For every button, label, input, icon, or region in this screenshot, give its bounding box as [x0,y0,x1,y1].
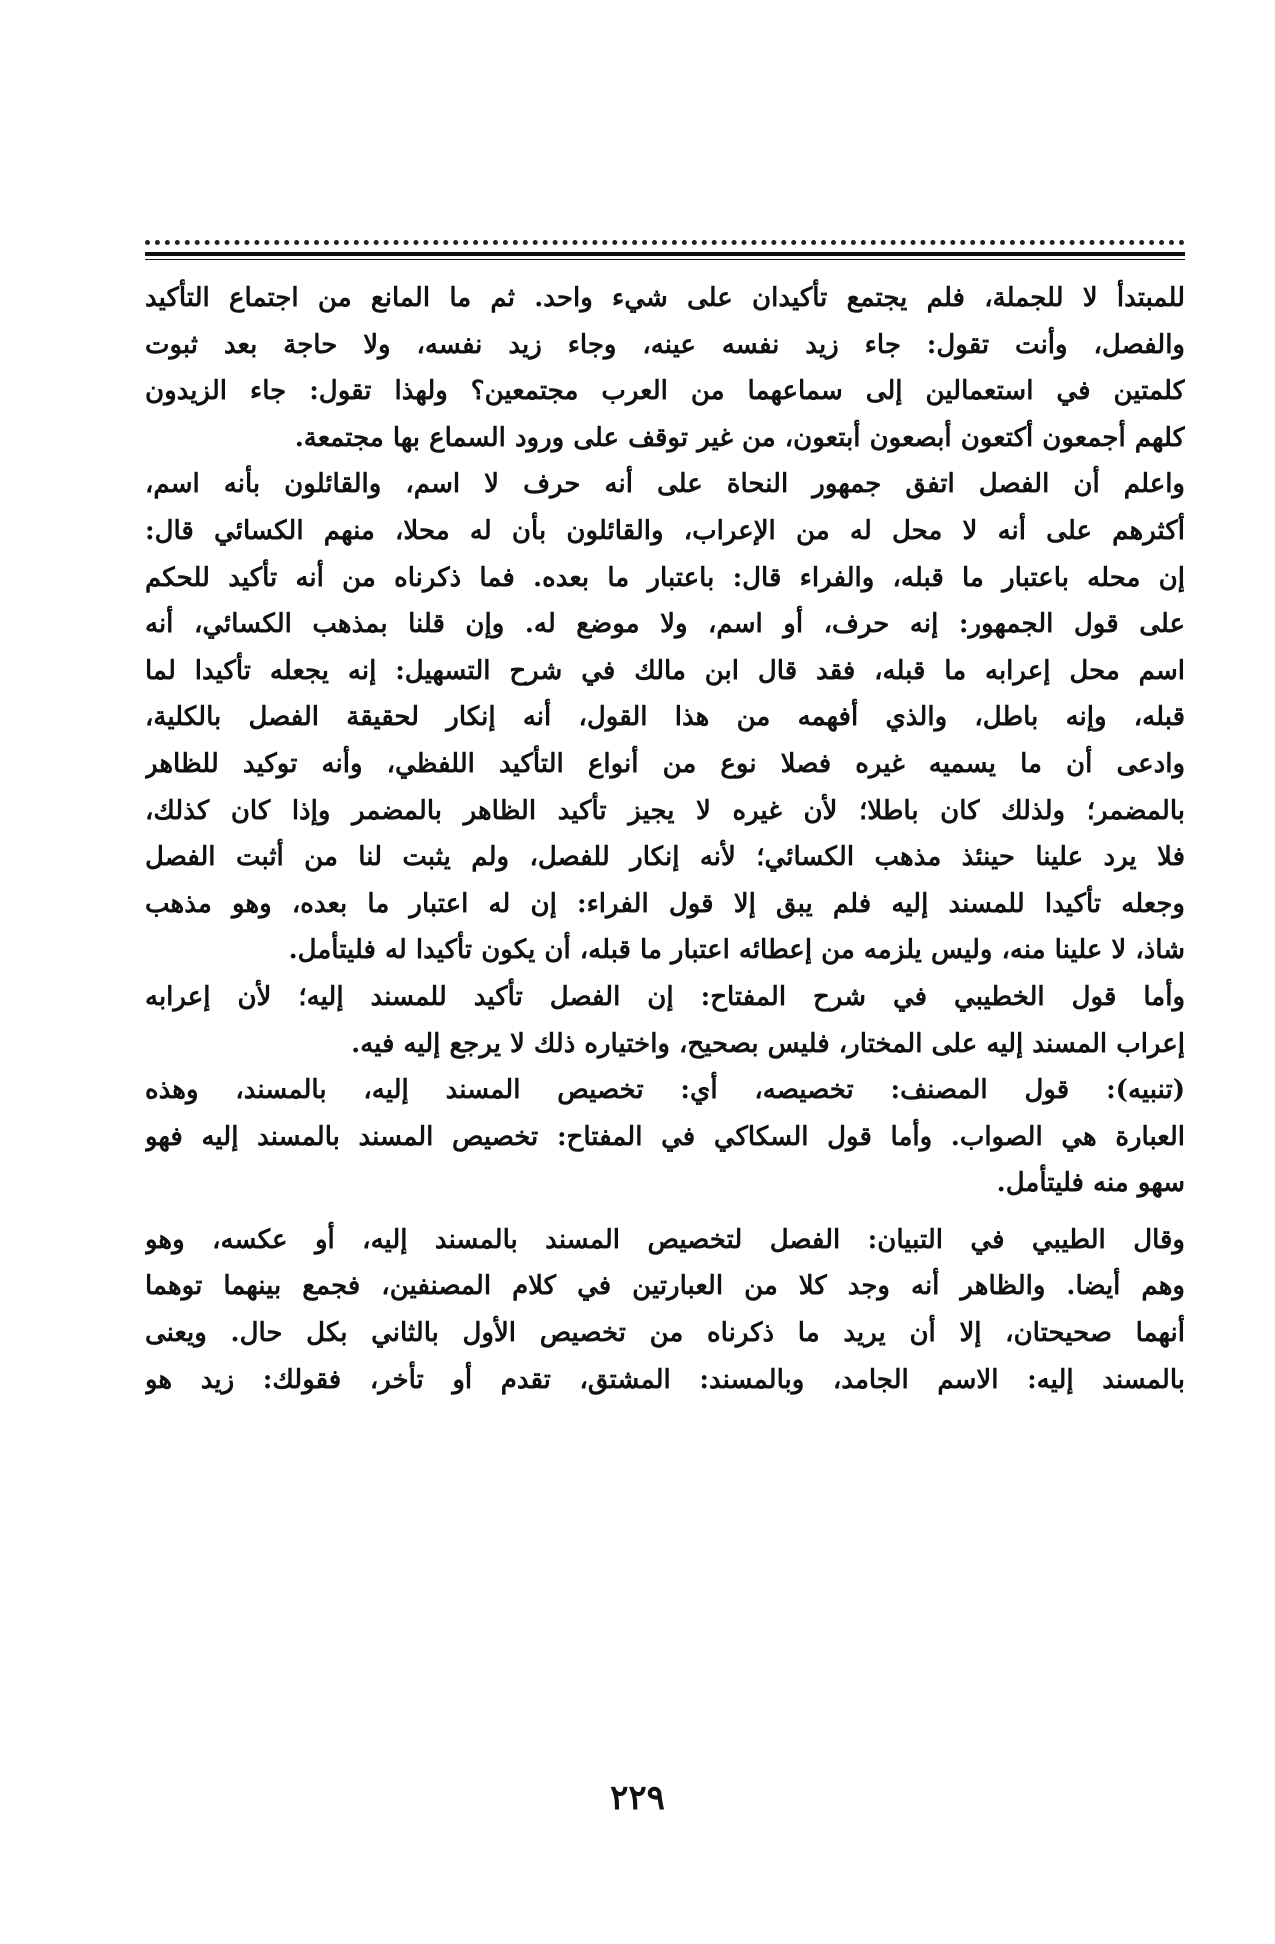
paragraph-3 [145,974,1185,1067]
text-line: فلا يرد علينا حينئذ مذهب الكسائي؛ لأنه إنكار للفصل، ولم يثبت لنا من أثبت الفصل [145,842,1185,873]
text-line: على قول الجمهور: إنه حرف، أو اسم، ولا موضع له. وإن قلنا بمذهب الكسائي، أنه [145,609,1185,640]
paragraph-1 [145,275,1185,461]
text-line: سهو منه فليتأمل. [996,1168,1185,1199]
text-line: وادعى أن ما يسميه غيره فصلا نوع من أنواع التأكيد اللفظي، وأنه توكيد للظاهر [145,748,1185,779]
text-line: اسم محل إعرابه ما قبله، فقد قال ابن مالك في شرح التسهيل: إنه يجعله تأكيدا لما [145,655,1185,686]
text-line: (تنبيه): قول المصنف: تخصيصه، أي: تخصيص المسند إليه، بالمسند، وهذه [145,1075,1185,1106]
paragraph-5 [145,1217,1185,1403]
text-line: بالمضمر؛ ولذلك كان باطلا؛ لأن غيره لا يجيز تأكيد الظاهر بالمضمر وإذا كان كذلك، [145,795,1185,826]
body-text [145,275,1185,1403]
text-line: والفصل، وأنت تقول: جاء زيد نفسه عينه، وجاء زيد نفسه، ولا حاجة بعد ثبوت [145,329,1185,360]
text-line: العبارة هي الصواب. وأما قول السكاكي في المفتاح: تخصيص المسند بالمسند إليه فهو [145,1121,1185,1152]
text-line: كلمتين في استعمالين إلى سماعهما من العرب مجتمعين؟ ولهذا تقول: جاء الزيدون [145,376,1185,407]
text-line: وجعله تأكيدا للمسند إليه فلم يبق إلا قول الفراء: إن له اعتبار ما بعده، وهو مذهب [145,888,1185,919]
text-line: قبله، وإنه باطل، والذي أفهمه من هذا القول، أنه إنكار لحقيقة الفصل بالكلية، [145,702,1185,733]
paragraph-gap [145,1207,1185,1217]
text-line: واعلم أن الفصل اتفق جمهور النحاة على أنه حرف لا اسم، والقائلون بأنه اسم، [145,469,1185,500]
thick-rule [145,252,1185,256]
text-line: إن محله باعتبار ما قبله، والفراء قال: باعتبار ما بعده. فما ذكرناه من أنه تأكيد للحكم [145,562,1185,593]
text-line: كلهم أجمعون أكتعون أبصعون أبتعون، من غير توقف على ورود السماع بها مجتمعة. [294,422,1185,453]
paragraph-2 [145,461,1185,974]
header-rule [145,240,1185,262]
text-line: للمبتدأ لا للجملة، فلم يجتمع تأكيدان على شيء واحد. ثم ما المانع من اجتماع التأكيد [145,283,1185,313]
dotted-rule [145,240,1185,251]
text-line: وقال الطيبي في التبيان: الفصل لتخصيص المسند بالمسند إليه، أو عكسه، وهو [145,1224,1185,1255]
text-line: أنهما صحيحتان، إلا أن يريد ما ذكرناه من تخصيص الأول بالثاني بكل حال. ويعنى [145,1318,1185,1349]
text-line: وهم أيضا. والظاهر أنه وجد كلا من العبارتين في كلام المصنفين، فجمع بينهما توهما [145,1271,1185,1302]
paragraph-4 [145,1067,1185,1207]
page-number: ٢٢٩ [610,1778,665,1818]
text-line: بالمسند إليه: الاسم الجامد، وبالمسند: المشتق، تقدم أو تأخر، فقولك: زيد هو [145,1364,1185,1395]
text-line: أكثرهم على أنه لا محل له من الإعراب، والقائلون بأن له محلا، منهم الكسائي قال: [145,515,1185,546]
text-line: إعراب المسند إليه على المختار، فليس بصحيح، واختياره ذلك لا يرجع إليه فيه. [351,1028,1185,1059]
text-line: شاذ، لا علينا منه، وليس يلزمه من إعطائه اعتبار ما قبله، أن يكون تأكيدا له فليتأمل. [288,935,1185,966]
text-line: وأما قول الخطيبي في شرح المفتاح: إن الفصل تأكيد للمسند إليه؛ لأن إعرابه [145,981,1185,1012]
thin-rule [145,259,1185,260]
